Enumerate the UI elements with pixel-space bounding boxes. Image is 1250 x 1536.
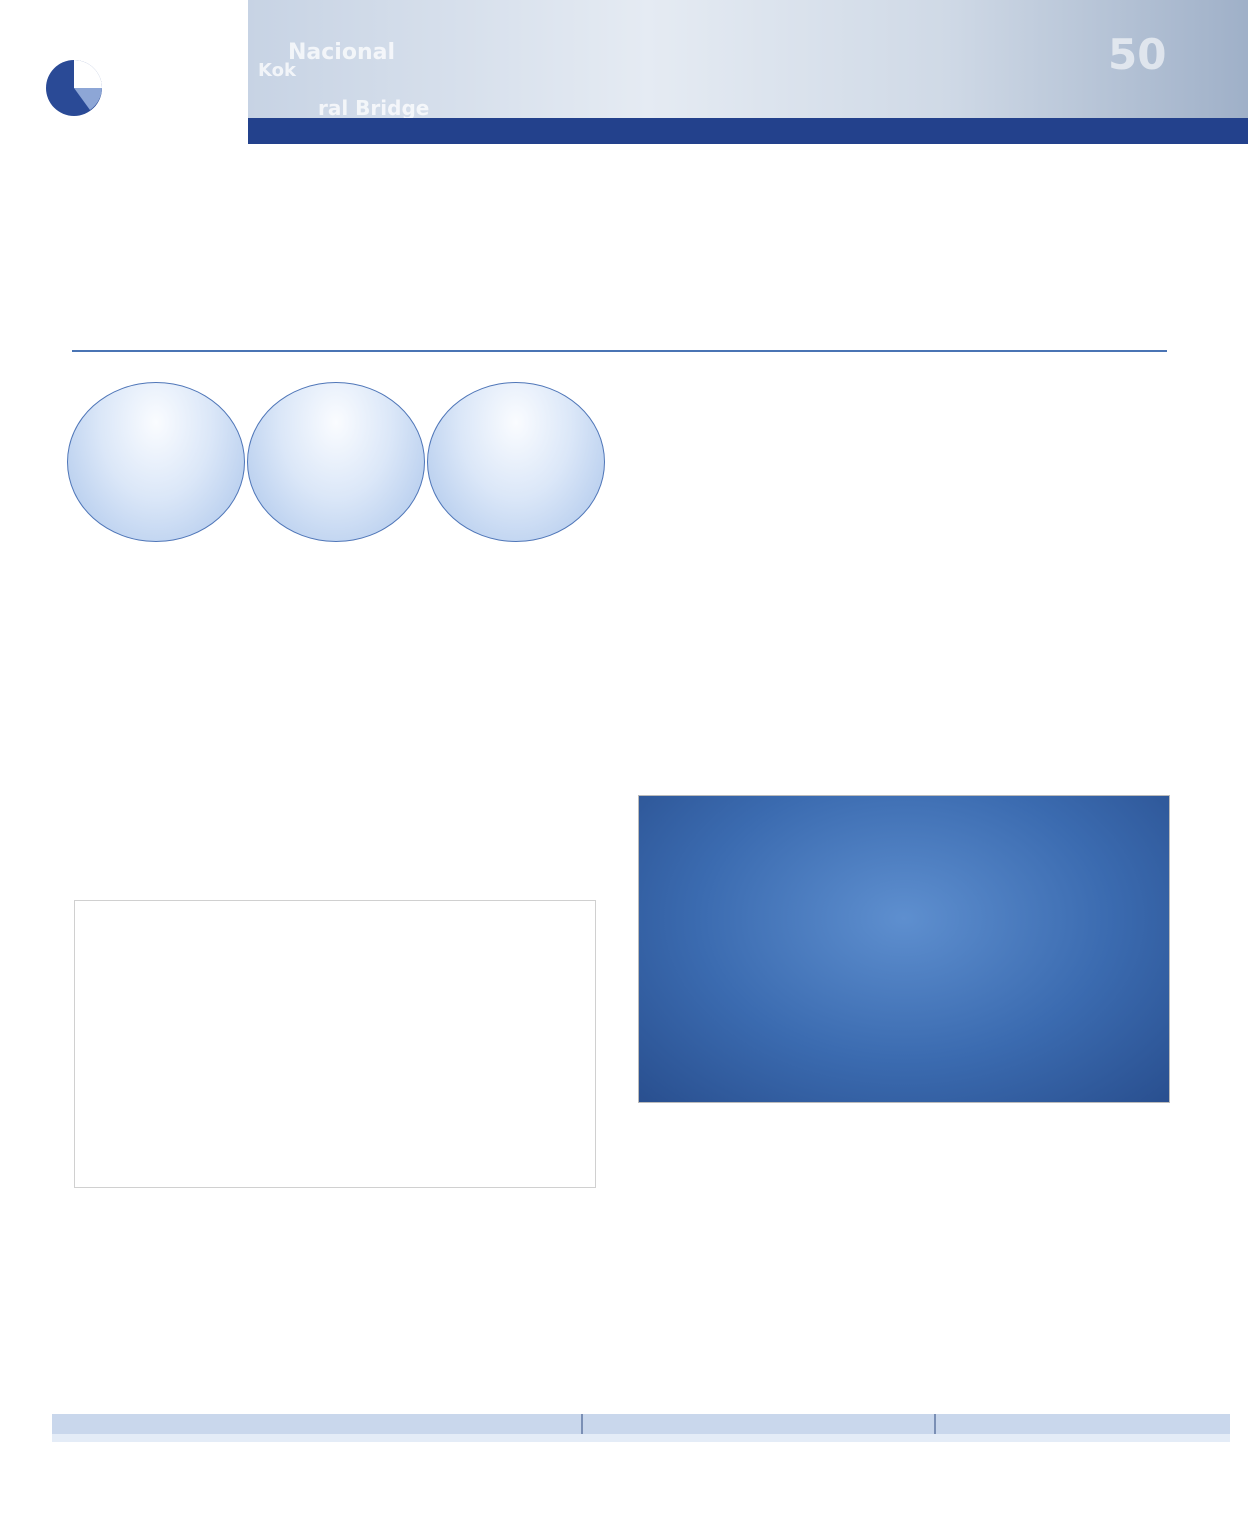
summary-table bbox=[52, 1414, 1230, 1442]
header-banner-image: Nacional Kok ral Bridge 50 bbox=[248, 0, 1248, 118]
sector-chart bbox=[638, 795, 1170, 1103]
cbs-logo bbox=[40, 54, 200, 134]
inflation-bubble-average bbox=[427, 382, 605, 542]
page-header bbox=[0, 0, 1250, 148]
table-header-cpic bbox=[582, 1414, 935, 1434]
right-text-block bbox=[640, 384, 1162, 408]
sector-chart-svg bbox=[639, 796, 1171, 1104]
cpi-summary-chart bbox=[74, 900, 596, 1188]
inflation-bubble-annual bbox=[247, 382, 425, 542]
table-header-cpi bbox=[52, 1414, 288, 1434]
inflation-bubble-monthly bbox=[67, 382, 245, 542]
divider bbox=[72, 350, 1167, 352]
table-header-month bbox=[288, 1414, 583, 1434]
cpi-summary-svg bbox=[75, 901, 597, 1189]
table-header-bestaansminimum bbox=[935, 1414, 1230, 1434]
header-bar bbox=[248, 118, 1248, 144]
